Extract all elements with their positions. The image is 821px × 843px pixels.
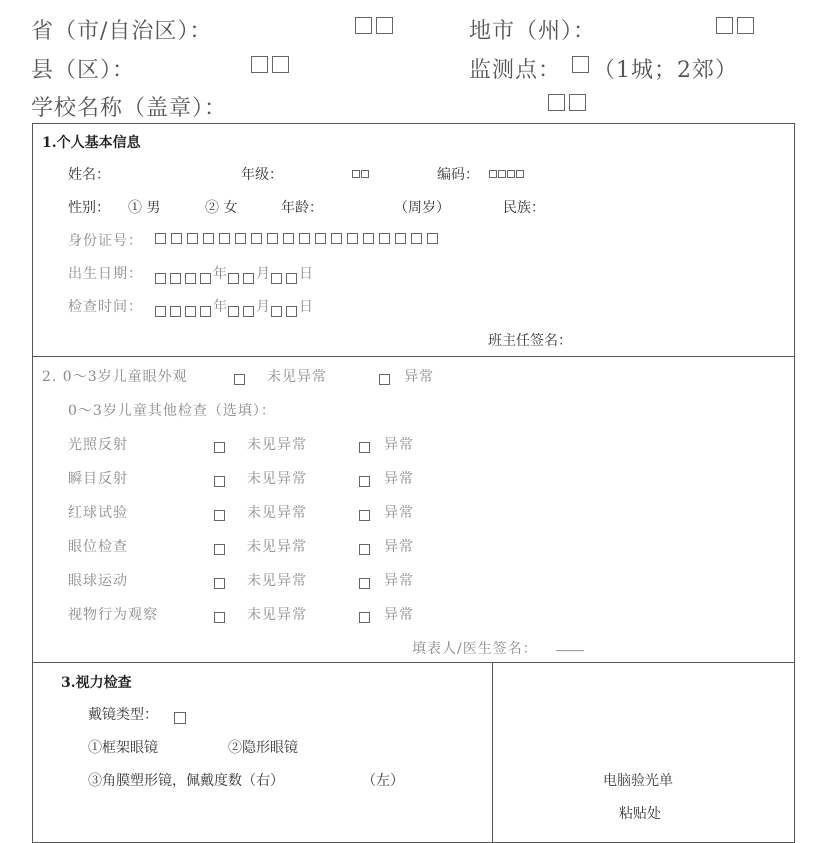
abnormal-label: 异常 <box>384 539 414 555</box>
site-code-box[interactable] <box>572 56 591 73</box>
section2-title: 2. 0～3岁儿童眼外观 <box>42 369 188 385</box>
code-boxes[interactable] <box>489 170 525 178</box>
age-unit: （周岁） <box>394 200 450 216</box>
code-box[interactable] <box>355 17 372 34</box>
month-unit: 月 <box>256 299 271 315</box>
code-box[interactable] <box>251 56 268 73</box>
divider <box>32 356 795 357</box>
id-digit-box[interactable] <box>347 233 358 244</box>
divider <box>32 662 795 663</box>
paste-area-line2: 粘贴处 <box>619 806 661 822</box>
birth-label: 出生日期： <box>68 266 143 282</box>
code-box[interactable] <box>572 56 589 73</box>
id-digit-box[interactable] <box>235 233 246 244</box>
lens-type-label: 戴镜类型： <box>88 707 158 723</box>
ethnicity-label: 民族： <box>503 200 545 216</box>
id-digit-box[interactable] <box>411 233 422 244</box>
normal-checkbox[interactable] <box>214 437 225 456</box>
normal-checkbox[interactable] <box>214 471 225 490</box>
normal-label: 未见异常 <box>247 573 307 589</box>
abnormal-checkbox[interactable] <box>359 505 370 524</box>
normal-checkbox[interactable] <box>214 539 225 558</box>
county-code-boxes[interactable] <box>251 56 291 73</box>
grade-boxes[interactable] <box>352 170 370 178</box>
divider <box>492 662 493 842</box>
code-box[interactable] <box>737 17 754 34</box>
normal-label: 未见异常 <box>247 505 307 521</box>
code-label: 编码： <box>437 167 479 183</box>
appearance-normal-checkbox[interactable] <box>234 369 245 388</box>
lens-option-ortho: ③角膜塑形镜，佩戴度数（右） <box>88 773 284 789</box>
code-box[interactable] <box>489 170 497 178</box>
code-box[interactable] <box>376 17 393 34</box>
day-unit: 日 <box>299 299 314 315</box>
province-code-boxes[interactable] <box>355 17 395 34</box>
appearance-normal-label: 未见异常 <box>267 369 327 385</box>
normal-checkbox[interactable] <box>214 505 225 524</box>
normal-label: 未见异常 <box>247 539 307 555</box>
appearance-abnormal-checkbox[interactable] <box>379 369 390 388</box>
year-unit: 年 <box>213 266 228 282</box>
grade-label: 年级： <box>241 167 283 183</box>
doctor-signature-label: 填表人/医生签名： <box>412 641 538 657</box>
id-digit-box[interactable] <box>203 233 214 244</box>
birth-date-field[interactable] <box>155 263 314 284</box>
abnormal-checkbox[interactable] <box>359 573 370 592</box>
exam-date-field[interactable] <box>155 296 314 317</box>
code-box[interactable] <box>548 94 565 111</box>
doctor-signature-line[interactable]: ____ <box>556 636 584 652</box>
check-item-label: 瞬目反射 <box>68 471 128 487</box>
id-digit-box[interactable] <box>155 233 166 244</box>
normal-checkbox[interactable] <box>214 573 225 592</box>
abnormal-checkbox[interactable] <box>359 437 370 456</box>
code-box[interactable] <box>716 17 733 34</box>
abnormal-label: 异常 <box>384 505 414 521</box>
month-unit: 月 <box>256 266 271 282</box>
normal-label: 未见异常 <box>247 607 307 623</box>
normal-label: 未见异常 <box>247 471 307 487</box>
id-digit-box[interactable] <box>219 233 230 244</box>
code-box[interactable] <box>507 170 515 178</box>
id-digit-box[interactable] <box>315 233 326 244</box>
day-unit: 日 <box>299 266 314 282</box>
id-digit-box[interactable] <box>267 233 278 244</box>
year-unit: 年 <box>213 299 228 315</box>
appearance-abnormal-label: 异常 <box>404 369 434 385</box>
exam-date-label: 检查时间： <box>68 299 143 315</box>
check-item-label: 眼球运动 <box>68 573 128 589</box>
check-item-label: 视物行为观察 <box>68 607 158 623</box>
normal-checkbox[interactable] <box>214 607 225 626</box>
id-digit-box[interactable] <box>331 233 342 244</box>
normal-label: 未见异常 <box>247 437 307 453</box>
other-checks-title: 0～3岁儿童其他检查（选填）： <box>68 403 276 419</box>
check-item-label: 光照反射 <box>68 437 128 453</box>
id-digit-box[interactable] <box>427 233 438 244</box>
lens-option-contact: ②隐形眼镜 <box>228 740 298 756</box>
school-code-boxes[interactable] <box>548 94 588 111</box>
code-box[interactable] <box>516 170 524 178</box>
id-label: 身份证号： <box>68 233 143 249</box>
code-box[interactable] <box>569 94 586 111</box>
paste-area-line1: 电脑验光单 <box>603 773 673 789</box>
sex-male-option[interactable]: ① 男 <box>128 200 161 216</box>
id-digit-box[interactable] <box>283 233 294 244</box>
sex-label: 性别： <box>68 200 110 216</box>
id-digit-box[interactable] <box>363 233 374 244</box>
name-label: 姓名： <box>68 167 110 183</box>
left-eye-label: （左） <box>362 773 404 789</box>
lens-option-frame: ①框架眼镜 <box>88 740 158 756</box>
teacher-signature-label: 班主任签名： <box>488 333 572 349</box>
abnormal-label: 异常 <box>384 573 414 589</box>
city-code-boxes[interactable] <box>716 17 756 34</box>
age-label: 年龄： <box>281 200 323 216</box>
school-label: 学校名称（盖章）： <box>31 96 228 121</box>
site-options: （1城；2郊） <box>593 58 738 83</box>
code-box[interactable] <box>361 170 369 178</box>
lens-type-box[interactable] <box>174 707 186 726</box>
check-item-label: 红球试验 <box>68 505 128 521</box>
check-item-label: 眼位检查 <box>68 539 128 555</box>
id-digit-box[interactable] <box>251 233 262 244</box>
code-box[interactable] <box>272 56 289 73</box>
city-label: 地市（州）： <box>469 19 597 44</box>
id-digit-box[interactable] <box>379 233 390 244</box>
id-digit-box[interactable] <box>171 233 182 244</box>
section1-title: 1.个人基本信息 <box>42 135 141 151</box>
code-box[interactable] <box>498 170 506 178</box>
abnormal-checkbox[interactable] <box>359 471 370 490</box>
province-label: 省（市/自治区）： <box>31 19 213 44</box>
abnormal-label: 异常 <box>384 607 414 623</box>
id-digit-box[interactable] <box>299 233 310 244</box>
sex-female-option[interactable]: ② 女 <box>205 200 238 216</box>
county-label: 县（区）： <box>31 58 136 83</box>
abnormal-checkbox[interactable] <box>359 607 370 626</box>
id-digit-box[interactable] <box>187 233 198 244</box>
id-digit-box[interactable] <box>395 233 406 244</box>
abnormal-label: 异常 <box>384 437 414 453</box>
abnormal-label: 异常 <box>384 471 414 487</box>
abnormal-checkbox[interactable] <box>359 539 370 558</box>
id-number-boxes[interactable] <box>155 233 443 244</box>
code-box[interactable] <box>352 170 360 178</box>
section3-title: 3.视力检查 <box>61 675 132 691</box>
site-label: 监测点： <box>469 58 562 83</box>
